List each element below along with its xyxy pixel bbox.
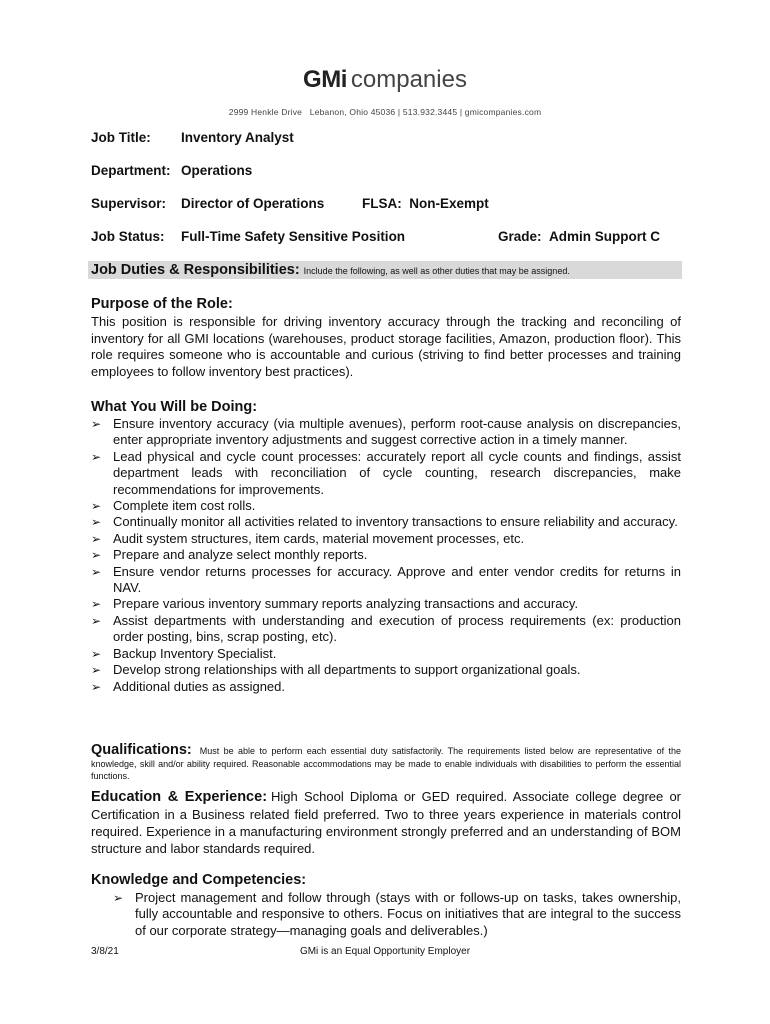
arrow-bullet-icon: ➢ bbox=[91, 597, 102, 612]
qualifications-block bbox=[91, 744, 681, 783]
doing-heading: What You Will be Doing: bbox=[91, 399, 258, 415]
list-item-text: Ensure inventory accuracy (via multiple avenues), perform root-cause analysis on discrepancies, enter appropriate inventory adjustments and suggest corrective action in a timely manner. bbox=[113, 416, 681, 448]
list-item-text: Ensure vendor returns processes for accuracy. Approve and enter vendor credits for returns in NAV. bbox=[113, 563, 681, 596]
doing-list bbox=[91, 416, 681, 695]
purpose-text: This position is responsible for driving inventory accuracy through the tracking and reconciling of inventory for all GMI locations (warehouses, product storage facilities, Amazon, production floor). This role requires someone who is accountable and curious (striving to find better processes and training employees to follow inventory best practices). bbox=[91, 314, 681, 379]
list-item bbox=[91, 596, 681, 612]
list-item bbox=[91, 547, 681, 563]
list-item-text: Assist departments with understanding and execution of process requirements (ex: production order posting, bins, scrap posting, etc). bbox=[113, 612, 681, 645]
department-label: Department: bbox=[91, 163, 171, 178]
supervisor-label: Supervisor: bbox=[91, 196, 167, 211]
arrow-bullet-icon: ➢ bbox=[91, 531, 102, 546]
arrow-bullet-icon: ➢ bbox=[91, 499, 102, 514]
job-duties-band bbox=[88, 261, 682, 279]
education-text: High School Diploma or GED required. Associate college degree or Certification in a Business related field preferred. Two to three years experience in materials control required. Experience in a manufacturing environment strongly preferred and an understanding of BOM structure and labor standards required. bbox=[91, 789, 682, 856]
list-item bbox=[91, 646, 681, 662]
list-item-text: Additional duties as assigned. bbox=[113, 678, 286, 694]
department-row bbox=[91, 163, 252, 178]
arrow-bullet-icon: ➢ bbox=[91, 449, 102, 464]
qualifications-text: Must be able to perform each essential duty satisfactorily. The requirements listed below are representative of the knowledge, skill and/or ability required. Reasonable accommodations may be made to enable individuals with disabilities to perform the essential functions. bbox=[91, 746, 681, 782]
arrow-bullet-icon: ➢ bbox=[91, 613, 102, 628]
job-title-value: Inventory Analyst bbox=[181, 130, 294, 145]
logo-suffix: companies bbox=[350, 66, 467, 93]
list-item bbox=[91, 498, 681, 514]
arrow-bullet-icon: ➢ bbox=[91, 663, 102, 678]
job-status-value: Full-Time Safety Sensitive Position bbox=[181, 229, 406, 244]
job-duties-heading: Job Duties & Responsibilities: bbox=[91, 262, 300, 278]
company-logo bbox=[0, 66, 770, 94]
arrow-bullet-icon: ➢ bbox=[91, 548, 102, 563]
list-item-text: Prepare and analyze select monthly reports. bbox=[113, 547, 368, 563]
purpose-heading: Purpose of the Role: bbox=[91, 296, 233, 312]
list-item bbox=[91, 449, 681, 498]
logo-brand: GMi bbox=[303, 66, 347, 93]
list-item bbox=[91, 613, 681, 646]
job-title-label: Job Title: bbox=[91, 130, 151, 145]
education-heading: Education & Experience: bbox=[91, 789, 268, 805]
list-item bbox=[91, 679, 681, 695]
list-item-text: Audit system structures, item cards, material movement processes, etc. bbox=[113, 530, 525, 546]
footer-date: 3/8/21 bbox=[91, 946, 119, 957]
grade-field bbox=[498, 229, 660, 244]
arrow-bullet-icon: ➢ bbox=[113, 891, 124, 905]
qualifications-heading: Qualifications: bbox=[91, 742, 192, 758]
department-value: Operations bbox=[181, 163, 253, 178]
job-title-row bbox=[91, 130, 294, 145]
list-item-text: Continually monitor all activities related to inventory transactions to ensure reliability and accuracy. bbox=[113, 514, 678, 530]
grade-label: Grade: bbox=[498, 229, 542, 244]
education-block bbox=[91, 788, 681, 857]
list-item-text: Lead physical and cycle count processes: accurately report all cycle counts and findings, assist department leads with reconciliation of cycle counting, research discrepancies, make recommendations for improvements. bbox=[113, 448, 681, 497]
list-item-text: Project management and follow through (stays with or follows-up on tasks, takes ownership, fully accountable and responsive to others. Focus on initiatives that are integral to the success of our corporate strategy—managing goals and deliverables.) bbox=[135, 890, 681, 938]
job-duties-note: Include the following, as well as other duties that may be assigned. bbox=[303, 266, 570, 276]
company-address: 2999 Henkle Drive Lebanon, Ohio 45036 | 513.932.3445 | gmicompanies.com bbox=[228, 107, 542, 117]
list-item-text: Prepare various inventory summary reports analyzing transactions and accuracy. bbox=[113, 596, 579, 612]
list-item-text: Develop strong relationships with all departments to support organizational goals. bbox=[113, 662, 581, 678]
footer-eeo-statement: GMi is an Equal Opportunity Employer bbox=[299, 946, 471, 957]
list-item bbox=[91, 564, 681, 597]
knowledge-list bbox=[113, 890, 681, 939]
supervisor-row bbox=[91, 196, 324, 211]
arrow-bullet-icon: ➢ bbox=[91, 646, 102, 661]
flsa-label: FLSA: bbox=[362, 196, 402, 211]
list-item-text: Complete item cost rolls. bbox=[113, 498, 256, 514]
arrow-bullet-icon: ➢ bbox=[91, 564, 102, 579]
list-item bbox=[113, 890, 681, 939]
arrow-bullet-icon: ➢ bbox=[91, 679, 102, 694]
job-status-row bbox=[91, 229, 405, 244]
supervisor-value: Director of Operations bbox=[181, 196, 325, 211]
list-item bbox=[91, 662, 681, 678]
job-status-label: Job Status: bbox=[91, 229, 165, 244]
list-item-text: Backup Inventory Specialist. bbox=[113, 645, 277, 661]
list-item bbox=[91, 514, 681, 530]
flsa-value: Non-Exempt bbox=[409, 196, 489, 211]
arrow-bullet-icon: ➢ bbox=[91, 417, 102, 431]
grade-value: Admin Support C bbox=[549, 229, 661, 244]
list-item bbox=[91, 416, 681, 449]
arrow-bullet-icon: ➢ bbox=[91, 515, 102, 530]
flsa-field bbox=[362, 196, 489, 211]
knowledge-heading: Knowledge and Competencies: bbox=[91, 872, 307, 888]
list-item bbox=[91, 531, 681, 547]
